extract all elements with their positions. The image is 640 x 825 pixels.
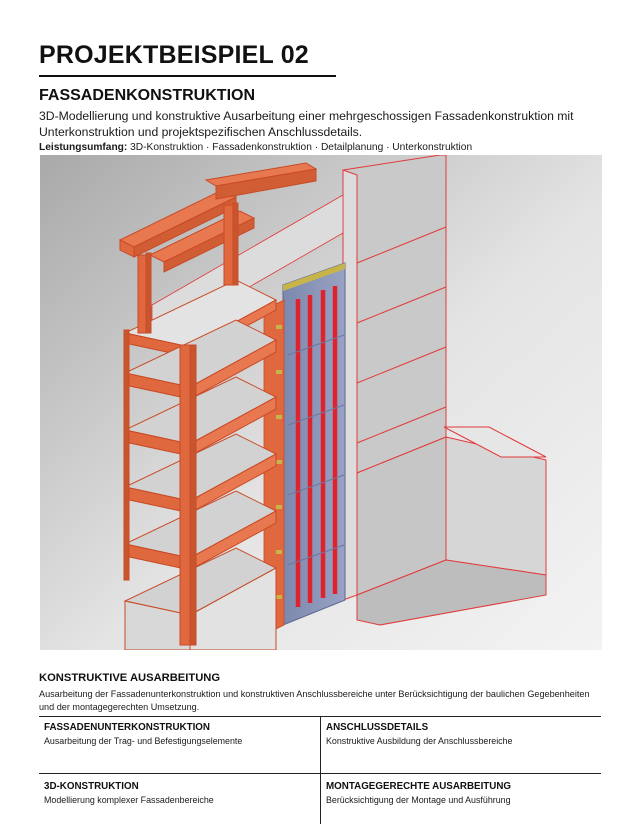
- feature-title-3d-konstruktion: 3D-KONSTRUKTION: [44, 781, 139, 792]
- project-subtitle: FASSADENKONSTRUKTION: [39, 87, 256, 104]
- feature-text-3d-konstruktion: Modellierung komplexer Fassadenbereiche: [44, 795, 214, 805]
- grid-column-divider: [320, 716, 321, 824]
- project-description: 3D-Modellierung und konstruktive Ausarbeitung einer mehrgeschossigen Fassadenkonstruktion mit Unterkonstruktion und projektspezifischen Anschlussdetails.: [39, 109, 574, 139]
- feature-text-montagegerechte-ausarbeitung: Berücksichtigung der Montage und Ausführung: [326, 795, 511, 805]
- feature-title-anschlussdetails: ANSCHLUSSDETAILS: [326, 722, 429, 733]
- feature-title-fassadenunterkonstruktion: FASSADENUNTERKONSTRUKTION: [44, 722, 211, 733]
- feature-title-montagegerechte-ausarbeitung: MONTAGEGERECHTE AUSARBEITUNG: [326, 781, 512, 792]
- feature-text-fassadenunterkonstruktion: Ausarbeitung der Trag- und Befestigungselemente: [44, 736, 243, 746]
- facade-panel: [283, 263, 345, 625]
- section-text: Ausarbeitung der Fassadenunterkonstruktion und konstruktiven Anschlussbereiche unter Berücksichtigung der baulichen Gegebenheiten und der montagegerechten Umsetzung.: [39, 689, 590, 712]
- title-underline: [39, 75, 336, 77]
- section-title: KONSTRUKTIVE AUSARBEITUNG: [39, 672, 221, 684]
- scope-label: Leistungsumfang:: [39, 142, 128, 153]
- page-title: PROJEKTBEISPIEL 02: [39, 41, 309, 69]
- scope-text: 3D-Konstruktion · Fassadenkonstruktion · Detailplanung · Unterkonstruktion: [127, 142, 473, 153]
- feature-text-anschlussdetails: Konstruktive Ausbildung der Anschlussbereiche: [326, 736, 513, 746]
- scope-line: [39, 141, 472, 154]
- facade-3d-render: [40, 155, 602, 650]
